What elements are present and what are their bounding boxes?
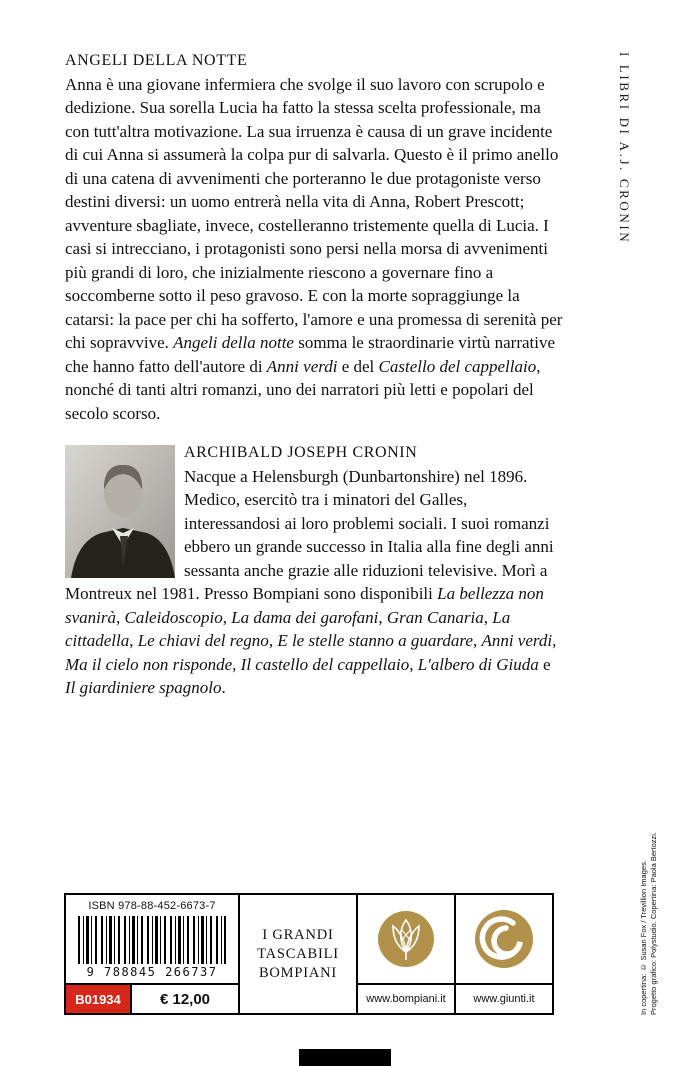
giunti-url: www.giunti.it [456,983,552,1013]
series-line-1: I GRANDI [262,926,334,943]
barcode-digits: 9 788845 266737 [86,965,218,979]
author-photo [65,445,175,578]
barcode-cell [66,895,238,1013]
isbn-area [66,895,238,983]
footer-info-box [64,893,554,1015]
author-bio: Nacque a Helensburgh (Dunbartonshire) nel 1896. Medico, esercitò tra i minatori del Galles, interessandosi ai loro problemi sociali. I suoi romanzi ebbero un grande successo in Italia alla fine degli anni sessanta anche grazie alle riduzioni televisive. Morì a Montreux nel 1981. Presso Bompiani sono disponibili La bellezza non svanirà, Caleidoscopio, La dama dei garofani, Gran Canaria, La cittadella, Le chiavi del regno, E le stelle stanno a guardare, Anni verdi, Ma il cielo non risponde, Il castello del cappellaio, L'albero di Giuda e Il giardiniere spagnolo. [65,466,557,697]
author-portrait-image [65,445,175,578]
bompiani-cell [356,895,454,1013]
price-row [66,983,238,1013]
giunti-logo-icon [456,895,552,983]
credit-line-1: In copertina: © Susan Fox / Trevillion Images. [639,860,648,1015]
credit-line-2: Progetto grafico: Polystudio. Copertina: Paola Bertozzi. [649,831,658,1015]
ean-barcode [78,916,226,964]
giunti-cell [454,895,552,1013]
main-text-column [65,49,565,700]
synopsis-title: ANGELI DELLA NOTTE [65,52,248,69]
price-label: € 12,00 [130,985,238,1013]
series-cell [238,895,356,1013]
bompiani-logo-icon [358,895,454,983]
edition-code-badge: B01934 [66,985,130,1013]
series-line-3: BOMPIANI [258,964,338,981]
author-section [65,441,565,700]
photo-credits [639,833,659,1015]
spine-series-text: I LIBRI DI A.J. CRONIN [617,52,632,245]
isbn-label: ISBN 978-88-452-6673-7 [88,900,216,912]
series-line-2: TASCABILI [257,945,339,962]
author-name: ARCHIBALD JOSEPH CRONIN [184,444,418,461]
synopsis-text: Anna è una giovane infermiera che svolge il suo lavoro con scrupolo e dedizione. Sua sorella Lucia ha fatto la stessa scelta professionale, ma con tutt'altra motivazione. La sua irruenza è causa di un grave incidente di cui Anna si assumerà la colpa pur di salvarla. Questo è il primo anello di una catena di avvenimenti che porteranno le due protagoniste verso destini diversi: un uomo entrerà nella vita di Anna, Robert Prescott; avventure sbagliate, invece, costelleranno tristemente quella di Lucia. I casi si intrecciano, i protagonisti sono persi nella morsa di avvenimenti più grandi di loro, che inizialmente riescono a governare fino a soccomberne sotto il peso gravoso. E con la morte sopraggiunge la catarsi: la pace per chi ha sofferto, l'amore e una promessa di serenità per chi sopravvive. Angeli della notte somma le straordinarie virtù narrative che hanno fatto dell'autore di Anni verdi e del Castello del cappellaio, nonché di tanti altri romanzi, uno dei narratori più letti e popolari del secolo scorso. [65,74,563,423]
bompiani-url: www.bompiani.it [358,983,454,1013]
print-registration-mark [299,1049,391,1066]
